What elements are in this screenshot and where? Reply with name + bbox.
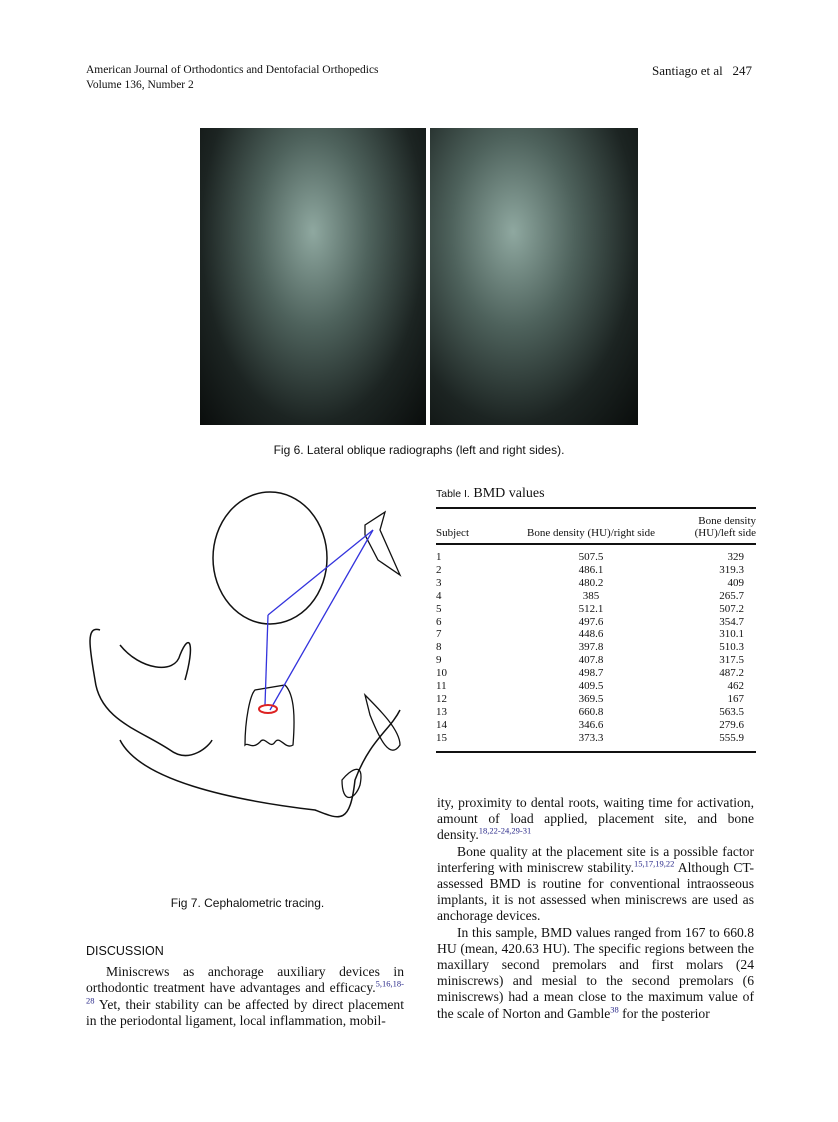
citation[interactable]: 18,22-24,29-31: [478, 825, 532, 836]
miniscrew-marker: [259, 705, 277, 713]
authors: Santiago et al: [651, 63, 723, 78]
table-cell: 15: [436, 731, 447, 744]
incisor-outline: [342, 695, 400, 798]
radiograph-right: [430, 128, 638, 425]
running-header: [86, 63, 379, 93]
col-header-left: Bone density (HU)/left side: [694, 515, 756, 539]
table-cell: 563.5: [719, 705, 744, 718]
citation[interactable]: 38: [610, 1004, 619, 1015]
right-column: [437, 795, 754, 1022]
table-cell: 265.7: [719, 589, 744, 602]
table-cell: 310.1: [719, 628, 744, 641]
table-cell: 462: [727, 680, 744, 693]
text: Miniscrews as anchorage auxiliary devices in orthodontic treatment have advantages and efficacy.: [86, 964, 404, 996]
table-cell: 407.8: [578, 654, 604, 667]
text: ity, proximity to dental roots, waiting time for activation, amount of load applied, placement site, and bone density.: [437, 795, 754, 843]
table-cell: 11: [436, 680, 447, 693]
table-row: [436, 603, 756, 616]
nasal-outline: [365, 512, 400, 575]
table-cell: 5: [436, 602, 442, 615]
table-row: [436, 732, 756, 752]
table-row: [436, 564, 756, 577]
table-cell: 660.8: [578, 705, 604, 718]
col-header-subject: Subject: [436, 527, 469, 539]
citation[interactable]: 15,17,19,22: [634, 858, 675, 869]
table-cell: 317.5: [719, 654, 744, 667]
table-cell: 346.6: [578, 718, 604, 731]
table-cell: 10: [436, 667, 447, 680]
table-cell: 480.2: [578, 576, 604, 589]
table-cell: 369.5: [578, 692, 604, 705]
text: In this sample, BMD values ranged from 167 to 660.8 HU (mean, 420.63 HU). The specific regions between the maxillary second premolars and first molars (24 miniscrews) and mesial to the second premolars (6 miniscrews) had a mean close to the maximum value of the scale of Norton and Gamble: [437, 924, 754, 1021]
table-row: [436, 680, 756, 693]
table-cell: 167: [727, 692, 744, 705]
table-row: [436, 693, 756, 706]
table-cell: 354.7: [719, 615, 744, 628]
table-cell: 507.5: [578, 551, 604, 563]
table-row: [436, 577, 756, 590]
orbit-outline: [213, 492, 327, 624]
table-cell: 2: [436, 563, 442, 576]
left-column: [86, 943, 404, 1029]
fig6-caption: Fig 6. Lateral oblique radiographs (left and right sides).: [273, 443, 565, 457]
table-row: [436, 654, 756, 667]
table-cell: 498.7: [578, 667, 604, 680]
table-cell: 7: [436, 628, 442, 641]
table-cell: 279.6: [719, 718, 744, 731]
mandible-outline: [120, 710, 400, 817]
table-cell: 510.3: [719, 641, 744, 654]
page-number: 247: [732, 63, 752, 78]
page-header-right: [652, 63, 752, 78]
table-cell: 512.1: [578, 602, 604, 615]
table-cell: 486.1: [578, 563, 604, 576]
text: Bone quality at the placement site is a possible factor interfering with miniscrew stability.: [437, 843, 754, 875]
table-row: [436, 628, 756, 641]
radiograph-left: [200, 128, 426, 425]
cephalometric-tracing: [80, 480, 420, 840]
table-label: Table I.: [436, 488, 470, 500]
table-cell: 507.2: [719, 602, 744, 615]
table-row: [436, 641, 756, 654]
table-cell: 409.5: [578, 680, 604, 693]
table-row: [436, 719, 756, 732]
text: for the posterior: [618, 1005, 710, 1021]
table-cell: 385: [582, 589, 600, 602]
table-cell: 555.9: [719, 731, 744, 744]
table-title: BMD values: [473, 486, 545, 501]
col-header-right: Bone density (HU)/right side: [526, 527, 655, 539]
table-cell: 329: [727, 551, 744, 563]
table-cell: 497.6: [578, 615, 604, 628]
table-bmd: [436, 486, 756, 753]
table-cell: 397.8: [578, 641, 604, 654]
table-cell: 409: [727, 576, 744, 589]
table-row: [436, 590, 756, 603]
table-cell: 8: [436, 641, 442, 654]
molar-outline: [245, 685, 294, 746]
table-cell: 3: [436, 576, 442, 589]
journal-name: American Journal of Orthodontics and Dentofacial Orthopedics: [86, 64, 379, 76]
table-cell: 9: [436, 654, 442, 667]
table-cell: 319.3: [719, 563, 744, 576]
citation[interactable]: 5,16,18-28: [86, 978, 404, 1006]
fig7-caption: Fig 7. Cephalometric tracing.: [170, 896, 325, 910]
text: Yet, their stability can be affected by direct placement in the periodontal ligament, local inflammation, mobil-: [86, 996, 404, 1028]
table-cell: 487.2: [719, 667, 744, 680]
table-row: [436, 544, 756, 564]
table-cell: 14: [436, 718, 447, 731]
text: Although CT-assessed BMD is routine for conventional intraosseous implants, it is not assessed when miniscrews are used as anchorage devices.: [437, 859, 754, 924]
table-cell: 1: [436, 551, 442, 563]
section-heading-discussion: DISCUSSION: [86, 944, 164, 958]
table-cell: 373.3: [578, 731, 604, 744]
ramus-outline: [90, 629, 212, 755]
table-row: [436, 706, 756, 719]
table-cell: 4: [436, 589, 442, 602]
table-cell: 448.6: [578, 628, 604, 641]
volume-info: Volume 136, Number 2: [86, 79, 194, 91]
table-row: [436, 667, 756, 680]
table-cell: 6: [436, 615, 442, 628]
table-row: [436, 616, 756, 629]
table-cell: 13: [436, 705, 447, 718]
table-cell: 12: [436, 692, 447, 705]
